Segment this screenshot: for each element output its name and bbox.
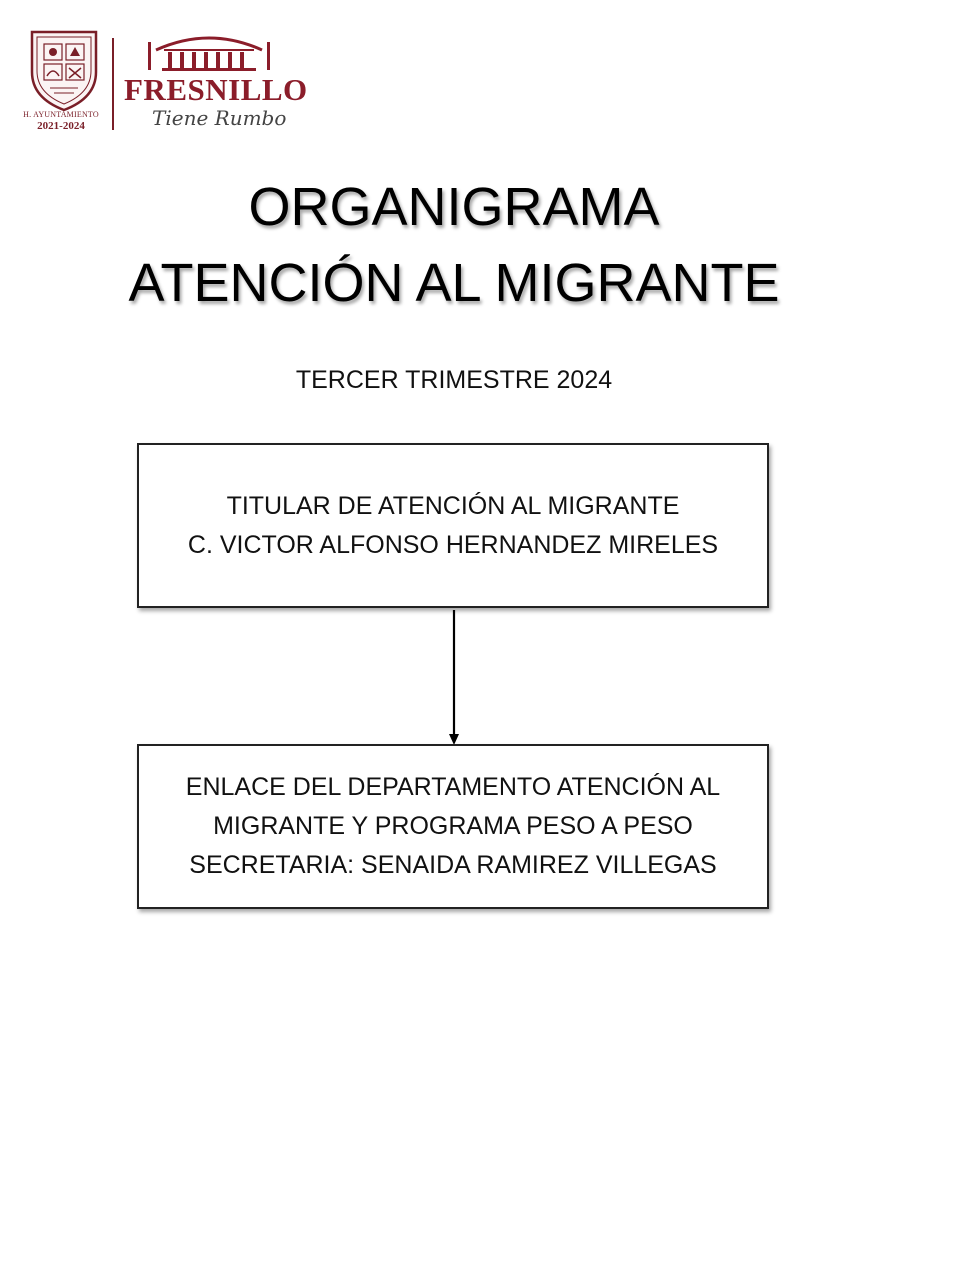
seal-shield-icon: [26, 28, 102, 112]
document-title-department: ATENCIÓN AL MIGRANTE: [128, 253, 780, 313]
org-node-role: ENLACE DEL DEPARTAMENTO ATENCIÓN AL: [185, 773, 721, 801]
seal-caption: H. AYUNTAMIENTO: [23, 110, 99, 119]
temple-building-icon: [124, 28, 294, 74]
brand-name: FRESNILLO: [124, 72, 308, 107]
header: [23, 28, 326, 138]
org-node-role-continued: MIGRANTE Y PROGRAMA PESO A PESO: [213, 812, 693, 840]
org-node-person: SECRETARIA: SENAIDA RAMIREZ VILLEGAS: [189, 851, 717, 879]
document-period: TERCER TRIMESTRE 2024: [295, 366, 613, 394]
fresnillo-brand-logo: [124, 28, 308, 132]
org-connector-arrow: [445, 610, 465, 746]
arrow-down-icon: [445, 610, 465, 746]
municipal-seal-logo: [23, 28, 102, 132]
brand-tagline: Tiene Rumbo: [152, 106, 287, 130]
document-title: ORGANIGRAMA: [248, 177, 660, 237]
org-node-role: TITULAR DE ATENCIÓN AL MIGRANTE: [226, 491, 680, 520]
seal-years: 2021-2024: [37, 120, 85, 132]
org-node-enlace: [137, 744, 769, 909]
org-node-person: C. VICTOR ALFONSO HERNANDEZ MIRELES: [187, 530, 719, 559]
org-node-titular: [137, 443, 769, 608]
logo-divider: [112, 38, 114, 130]
